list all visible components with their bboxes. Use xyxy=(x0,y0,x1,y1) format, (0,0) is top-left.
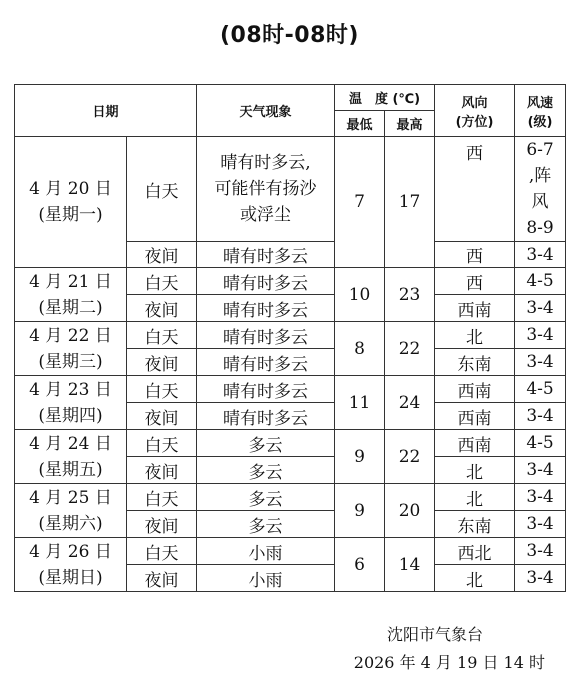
temp-max: 23 xyxy=(385,268,435,322)
header-wind-speed-unit: (级) xyxy=(527,114,553,130)
weather-night: 晴有时多云 xyxy=(197,349,335,376)
date-label: 4 月 26 日 xyxy=(29,541,112,562)
wind-dir-day: 西南 xyxy=(435,376,515,403)
period-day: 白天 xyxy=(127,430,197,457)
weather-day: 晴有时多云 xyxy=(197,322,335,349)
date-cell xyxy=(15,484,127,538)
temp-max: 22 xyxy=(385,430,435,484)
period-night: 夜间 xyxy=(127,403,197,430)
date-label: 4 月 23 日 xyxy=(29,379,112,400)
temp-max: 17 xyxy=(385,137,435,268)
date-cell xyxy=(15,538,127,592)
wind-speed-line: 6-7 xyxy=(526,140,554,160)
wind-dir-night: 西南 xyxy=(435,295,515,322)
weather-line: 或浮尘 xyxy=(240,205,292,225)
weekday-label: (星期五) xyxy=(38,459,103,480)
wind-speed-day: 3-4 xyxy=(515,322,566,349)
period-day: 白天 xyxy=(127,268,197,295)
wind-speed-day: 4-5 xyxy=(515,376,566,403)
wind-dir-day: 北 xyxy=(435,322,515,349)
wind-speed-night: 3-4 xyxy=(515,242,566,268)
weekday-label: (星期三) xyxy=(38,351,103,372)
date-label: 4 月 21 日 xyxy=(29,271,112,292)
period-day: 白天 xyxy=(127,137,197,242)
wind-speed-night: 3-4 xyxy=(515,295,566,322)
page-title: (08时-08时) xyxy=(220,23,359,48)
period-day: 白天 xyxy=(127,538,197,565)
weather-day: 晴有时多云 xyxy=(197,268,335,295)
date-label: 4 月 22 日 xyxy=(29,325,112,346)
weekday-label: (星期六) xyxy=(38,513,103,534)
period-night: 夜间 xyxy=(127,242,197,268)
date-label: 4 月 25 日 xyxy=(29,487,112,508)
temp-max: 22 xyxy=(385,322,435,376)
temp-min: 9 xyxy=(335,484,385,538)
wind-speed-night: 3-4 xyxy=(515,349,566,376)
header-wind-dir-label: 风向 xyxy=(461,95,488,111)
weekday-label: (星期日) xyxy=(38,567,103,588)
weather-day: 多云 xyxy=(197,430,335,457)
header-wind-speed-label: 风速 xyxy=(527,95,554,111)
wind-dir-night: 东南 xyxy=(435,511,515,538)
temp-min: 10 xyxy=(335,268,385,322)
wind-dir-day: 西北 xyxy=(435,538,515,565)
wind-speed-line: 风 xyxy=(531,192,549,212)
weather-night: 晴有时多云 xyxy=(197,403,335,430)
weekday-label: (星期二) xyxy=(38,297,103,318)
period-day: 白天 xyxy=(127,376,197,403)
wind-speed-night: 3-4 xyxy=(515,403,566,430)
period-night: 夜间 xyxy=(127,457,197,484)
issuing-office: 沈阳市气象台 xyxy=(386,625,483,644)
temp-min: 6 xyxy=(335,538,385,592)
period-night: 夜间 xyxy=(127,295,197,322)
period-night: 夜间 xyxy=(127,349,197,376)
wind-dir-night: 西南 xyxy=(435,403,515,430)
wind-dir-day: 北 xyxy=(435,484,515,511)
issue-timestamp: 2026 年 4 月 19 日 14 时 xyxy=(353,653,545,672)
temp-min: 7 xyxy=(335,137,385,268)
weather-night: 晴有时多云 xyxy=(197,242,335,268)
wind-dir-day: 西 xyxy=(435,268,515,295)
period-night: 夜间 xyxy=(127,565,197,592)
date-cell xyxy=(15,268,127,322)
date-label: 4 月 24 日 xyxy=(29,433,112,454)
wind-speed-night: 3-4 xyxy=(515,457,566,484)
wind-dir-night: 西 xyxy=(435,242,515,268)
weekday-label: (星期四) xyxy=(38,405,103,426)
date-cell xyxy=(15,430,127,484)
header-wind-dir xyxy=(435,85,515,137)
header-date: 日期 xyxy=(15,85,197,137)
weather-night: 晴有时多云 xyxy=(197,295,335,322)
period-night: 夜间 xyxy=(127,511,197,538)
weather-night: 小雨 xyxy=(197,565,335,592)
weather-day: 晴有时多云 xyxy=(197,376,335,403)
wind-speed-day: 4-5 xyxy=(515,268,566,295)
header-max: 最高 xyxy=(385,111,435,137)
wind-dir-night: 北 xyxy=(435,565,515,592)
temp-max: 24 xyxy=(385,376,435,430)
wind-speed-day: 3-4 xyxy=(515,538,566,565)
period-day: 白天 xyxy=(127,322,197,349)
weather-line: 晴有时多云, xyxy=(220,153,311,173)
wind-speed-day: 3-4 xyxy=(515,484,566,511)
date-label: 4 月 20 日 xyxy=(29,179,112,199)
weekday-label: (星期一) xyxy=(38,205,103,225)
wind-dir-day: 西 xyxy=(435,137,515,242)
temp-min: 9 xyxy=(335,430,385,484)
header-weather: 天气现象 xyxy=(197,85,335,137)
temp-max: 20 xyxy=(385,484,435,538)
wind-speed-line: ,阵 xyxy=(528,166,552,186)
period-day: 白天 xyxy=(127,484,197,511)
wind-speed-day xyxy=(515,137,566,242)
header-wind-dir-unit: (方位) xyxy=(455,114,494,130)
weather-day: 小雨 xyxy=(197,538,335,565)
wind-dir-day: 西南 xyxy=(435,430,515,457)
weather-day xyxy=(197,137,335,242)
weather-night: 多云 xyxy=(197,511,335,538)
date-cell xyxy=(15,376,127,430)
header-temp: 温 度 (℃) xyxy=(335,85,435,111)
header-min: 最低 xyxy=(335,111,385,137)
weather-night: 多云 xyxy=(197,457,335,484)
temp-max: 14 xyxy=(385,538,435,592)
temp-min: 11 xyxy=(335,376,385,430)
wind-speed-day: 4-5 xyxy=(515,430,566,457)
wind-speed-night: 3-4 xyxy=(515,511,566,538)
weather-day: 多云 xyxy=(197,484,335,511)
temp-min: 8 xyxy=(335,322,385,376)
forecast-table xyxy=(14,84,566,592)
weather-line: 可能伴有扬沙 xyxy=(214,179,317,199)
wind-speed-line: 8-9 xyxy=(526,218,554,238)
date-cell xyxy=(15,322,127,376)
wind-dir-night: 东南 xyxy=(435,349,515,376)
wind-dir-night: 北 xyxy=(435,457,515,484)
wind-speed-night: 3-4 xyxy=(515,565,566,592)
header-wind-speed xyxy=(515,85,566,137)
date-cell xyxy=(15,137,127,268)
